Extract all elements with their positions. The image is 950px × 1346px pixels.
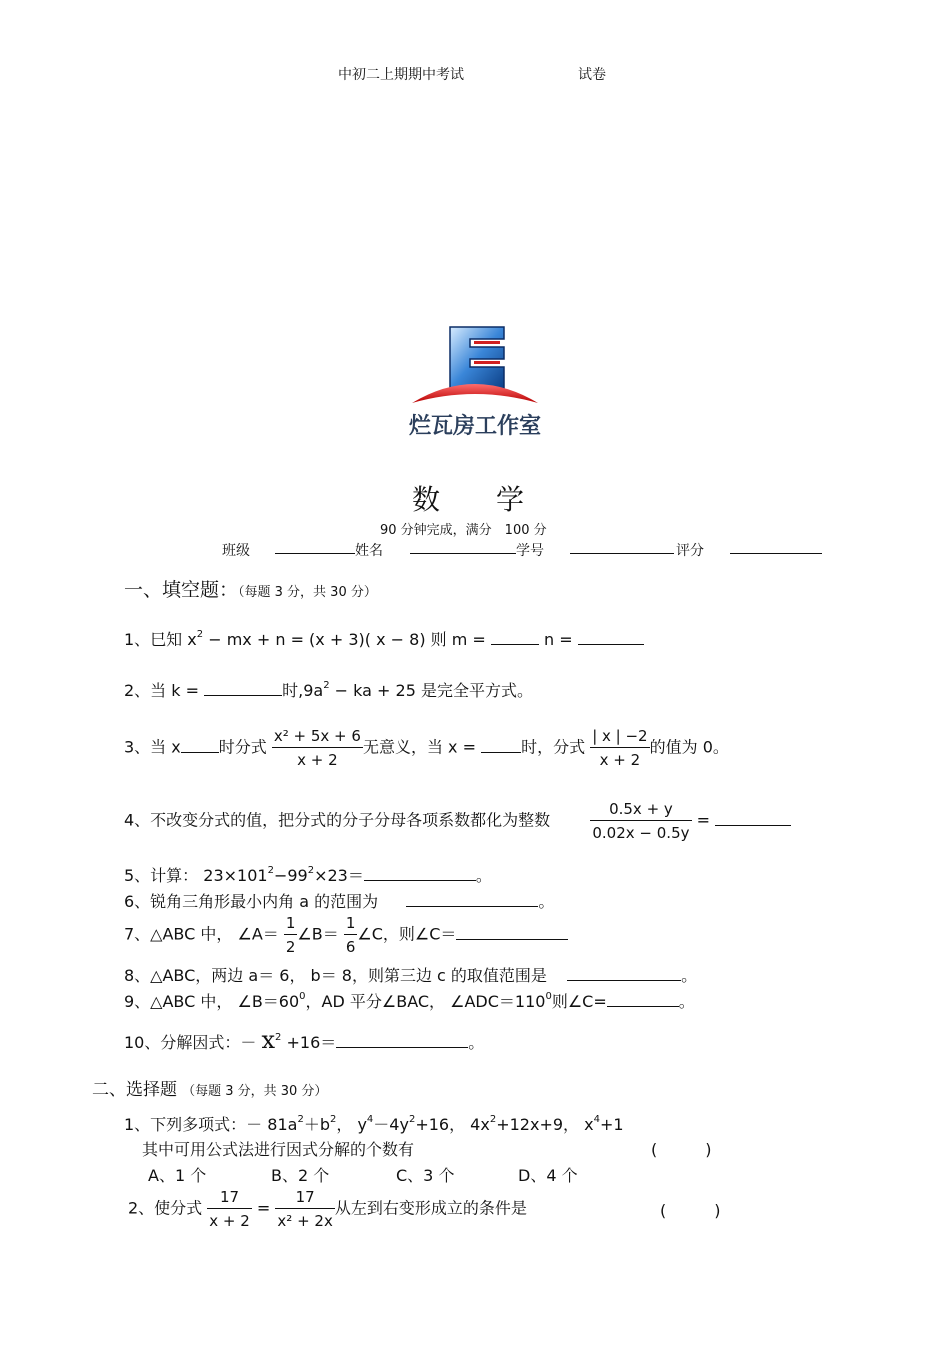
- question-1-6: 6、锐角三角形最小内角 a 的范围为 。: [124, 892, 555, 911]
- section-fill-in-heading: 一、填空题：（每题 3 分，共 30 分）: [124, 579, 377, 601]
- answer-blank[interactable]: [336, 1033, 468, 1048]
- fraction: $\frac{| x | -2}{x + 2}$: [592, 727, 648, 769]
- answer-blank[interactable]: [364, 866, 476, 881]
- exam-subtitle: 90 分钟完成，满分 100 分: [380, 523, 547, 538]
- answer-blank[interactable]: [456, 925, 568, 940]
- fraction: $\frac{1}{2}$: [285, 914, 296, 956]
- page-title: 数 学: [412, 483, 525, 516]
- option-a[interactable]: A、1 个: [148, 1166, 207, 1185]
- question-1-5: 5、计算： $23\times 101^2-99^2\times 23=$ 。: [124, 865, 492, 885]
- option-c[interactable]: C、3 个: [396, 1166, 455, 1185]
- score-label: 评分: [676, 543, 704, 559]
- question-1-10: 10、分解因式：－ $x^2 +16=$ 。: [124, 1026, 485, 1054]
- answer-blank[interactable]: [715, 811, 791, 826]
- student-id-label: 学号: [516, 543, 544, 559]
- section-choice-heading: 二、选择题 （每题 3 分，共 30 分）: [92, 1080, 328, 1100]
- answer-blank[interactable]: [607, 992, 679, 1007]
- question-1-1: 1、巳知 $x^2$ − mx + n = (x + 3)( x − 8) 则 m = n =: [124, 627, 644, 650]
- question-1-9: 9、△ABC 中， $\angle B=60^0$，AD 平分∠BAC， $\angle ADC=110^0$则∠C= 。: [124, 991, 695, 1011]
- answer-blank[interactable]: [567, 966, 681, 981]
- question-1-4: 4、不改变分式的值，把分式的分子分母各项系数都化为整数 $\frac{0.5x + y}{0.02x - 0.5y}$ =: [124, 800, 791, 842]
- svg-text:烂瓦房工作室: 烂瓦房工作室: [408, 413, 542, 439]
- exam-header-left: 中初二上期期中考试: [338, 67, 464, 83]
- exam-header-right: 试卷: [578, 67, 606, 83]
- class-field[interactable]: [275, 539, 355, 558]
- name-label: 姓名: [355, 543, 383, 559]
- question-1-3: 3、当 x 时分式 $\frac{\text{x² + 5x + 6}}{x + 2}$ 无意义，当 x = 时，分式 $\frac{| x | -2}{x + 2}$ 的值为 0。: [124, 727, 729, 769]
- answer-blank[interactable]: [406, 892, 538, 907]
- answer-paren[interactable]: ( ): [660, 1201, 721, 1220]
- option-b[interactable]: B、2 个: [271, 1166, 330, 1185]
- fraction: $\frac{17}{x + 2}$: [209, 1188, 250, 1230]
- question-2-1: 1、下列多项式：－ $81a^2+b^2$， $y^4-4y^2+16$， $4x^2+12x+9$， $x^4+1$: [124, 1114, 624, 1134]
- fraction: $\frac{1}{6}$: [345, 914, 356, 956]
- answer-blank[interactable]: [481, 738, 521, 753]
- fraction: $\frac{0.5x + y}{0.02x - 0.5y}$: [592, 800, 690, 842]
- question-2-1-line2: 其中可用公式法进行因式分解的个数有: [142, 1140, 415, 1159]
- answer-blank[interactable]: [204, 681, 282, 696]
- student-id-field[interactable]: [570, 539, 674, 558]
- name-field[interactable]: [410, 539, 516, 558]
- fraction: $\frac{17}{\text{x² + 2x}}$: [277, 1188, 333, 1230]
- studio-logo: [392, 325, 558, 445]
- question-1-8: 8、△ABC，两边 a＝ 6， b＝ 8，则第三边 c 的取值范围是 。: [124, 966, 698, 985]
- score-field[interactable]: [730, 539, 822, 558]
- answer-blank[interactable]: [578, 630, 644, 645]
- fraction: $\frac{\text{x² + 5x + 6}}{x + 2}$: [273, 727, 361, 769]
- question-2-2: 2、使分式 $\frac{17}{x + 2}$ = $\frac{17}{\text{x² + 2x}}$ 从左到右变形成立的条件是: [128, 1188, 527, 1230]
- answer-paren[interactable]: ( ): [651, 1140, 712, 1159]
- answer-blank[interactable]: [491, 630, 539, 645]
- option-d[interactable]: D、4 个: [518, 1166, 578, 1185]
- class-label: 班级: [222, 543, 250, 559]
- question-1-7: 7、△ABC 中， ∠A＝ $\frac{1}{2}$ ∠B＝ $\frac{1}{6}$ ∠C，则∠C＝: [124, 914, 568, 956]
- question-1-2: 2、当 k = 时$,9a^2$ − ka + 25 是完全平方式。: [124, 680, 533, 700]
- answer-blank[interactable]: [181, 738, 219, 753]
